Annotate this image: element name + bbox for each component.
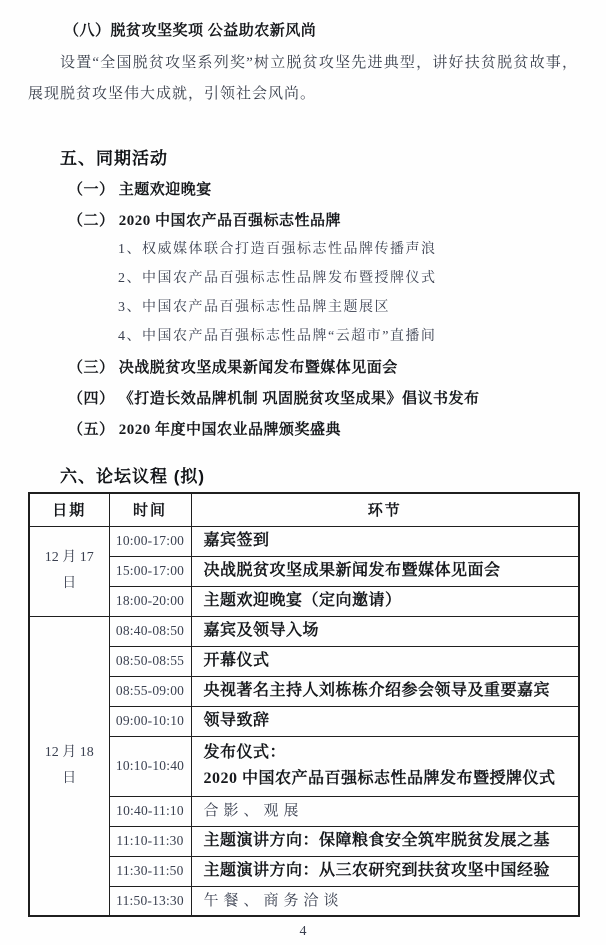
section-five-item-4: （四） 《打造长效品牌机制 巩固脱贫攻坚成果》倡议书发布 (68, 391, 480, 407)
date-line: 日 (62, 770, 77, 786)
date-cell-day1 (29, 526, 109, 616)
brand-sub-item: 4、中国农产品百强标志性品牌“云超市”直播间 (118, 329, 437, 344)
time-cell: 10:10-10:40 (109, 736, 191, 796)
activity-cell (191, 736, 579, 796)
section-five-item-3: （三） 决战脱贫攻坚成果新闻发布暨媒体见面会 (68, 360, 398, 376)
date-cell-day2 (29, 616, 109, 916)
section-five-heading: 五、同期活动 (60, 149, 168, 168)
section-five-item-2: （二） 2020 中国农产品百强标志性品牌 (68, 213, 342, 229)
date-line: 12 月 18 (44, 744, 94, 760)
header-time: 时间 (109, 493, 191, 526)
date-line: 12 月 17 (44, 550, 94, 565)
table-row (29, 526, 579, 556)
brand-sub-item: 2、中国农产品百强标志性品牌发布暨授牌仪式 (118, 271, 437, 286)
header-activity: 环节 (191, 493, 579, 526)
section-five-item-1: （一） 主题欢迎晚宴 (68, 182, 212, 198)
activity-cell: 嘉宾签到 (191, 526, 579, 556)
table-row (29, 796, 579, 826)
time-cell: 10:40-11:10 (109, 796, 191, 826)
time-cell: 10:00-17:00 (109, 526, 191, 556)
table-row (29, 646, 579, 676)
table-row (29, 556, 579, 586)
brand-sub-item: 3、中国农产品百强标志性品牌主题展区 (118, 300, 390, 315)
section-five-item-5: （五） 2020 年度中国农业品牌颁奖盛典 (68, 422, 342, 438)
date-line: 日 (62, 576, 77, 591)
header-date: 日期 (29, 493, 109, 526)
activity-cell: 主题演讲方向：保障粮食安全筑牢脱贫发展之基 (191, 826, 579, 856)
table-row (29, 586, 579, 616)
brand-sub-item: 1、权威媒体联合打造百强标志性品牌传播声浪 (118, 242, 437, 257)
table-row (29, 886, 579, 916)
time-cell: 08:50-08:55 (109, 646, 191, 676)
activity-line: 发布仪式： (203, 744, 287, 761)
activity-cell: 央视著名主持人刘栋栋介绍参会领导及重要嘉宾 (191, 676, 579, 706)
award-section-heading: （八）脱贫攻坚奖项 公益助农新风尚 (64, 23, 317, 39)
activity-cell: 合影、观展 (191, 796, 579, 826)
time-cell: 09:00-10:10 (109, 706, 191, 736)
time-cell: 15:00-17:00 (109, 556, 191, 586)
time-cell: 11:50-13:30 (109, 886, 191, 916)
table-row (29, 736, 579, 796)
award-section-body: 设置“全国脱贫攻坚系列奖”树立脱贫攻坚先进典型，讲好扶贫脱贫故事，展现脱贫攻坚伟大成就，引领社会风尚。 (28, 55, 578, 102)
table-row (29, 616, 579, 646)
time-cell: 18:00-20:00 (109, 586, 191, 616)
activity-cell: 嘉宾及领导入场 (191, 616, 579, 646)
table-row (29, 676, 579, 706)
time-cell: 11:10-11:30 (109, 826, 191, 856)
agenda-table (28, 492, 580, 917)
time-cell: 11:30-11:50 (109, 856, 191, 886)
activity-cell: 决战脱贫攻坚成果新闻发布暨媒体见面会 (191, 556, 579, 586)
page-number: 4 (299, 924, 307, 939)
table-row (29, 856, 579, 886)
table-row (29, 706, 579, 736)
activity-line: 2020 中国农产品百强标志性品牌发布暨授牌仪式 (203, 770, 556, 787)
activity-cell: 领导致辞 (191, 706, 579, 736)
activity-cell: 午餐、商务洽谈 (191, 886, 579, 916)
agenda-header-row (29, 493, 579, 526)
time-cell: 08:55-09:00 (109, 676, 191, 706)
table-row (29, 826, 579, 856)
section-six-heading: 六、论坛议程 (拟) (60, 467, 206, 486)
activity-cell: 开幕仪式 (191, 646, 579, 676)
time-cell: 08:40-08:50 (109, 616, 191, 646)
activity-cell: 主题欢迎晚宴（定向邀请） (191, 586, 579, 616)
activity-cell: 主题演讲方向：从三农研究到扶贫攻坚中国经验 (191, 856, 579, 886)
